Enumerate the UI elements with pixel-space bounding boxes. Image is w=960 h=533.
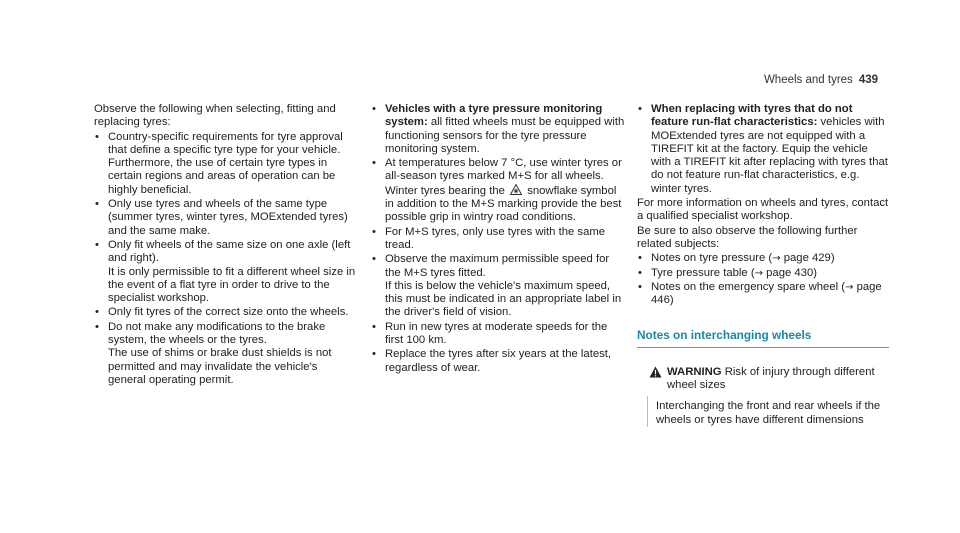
arrow-right-icon: →: [754, 267, 763, 279]
list-item: • Vehicles with a tyre pressure monitoring system: all fitted wheels must be equipped with functioning sensors for the tyre pressure monitoring system.: [371, 103, 626, 156]
list-item: • Observe the maximum permissible speed for the M+S tyres fitted. If this is below the vehicle's maximum speed, this must be indicated in an appropriate label in the driver's field of vision.: [371, 253, 626, 319]
list-item: • Only fit tyres of the correct size onto the wheels.: [94, 306, 358, 319]
related-intro: Be sure to also observe the following further related subjects:: [637, 224, 858, 250]
related-link-pressure-table[interactable]: • Tyre pressure table (→ page 430): [637, 267, 889, 280]
warning-header: [647, 366, 889, 393]
runflat-list: [637, 103, 889, 196]
list-item: • When replacing with tyres that do not feature run-flat characteristics: vehicles with MOExtended tyres are not equipped with a TIREFIT kit at the factory. Equip the vehicle with a TIREFIT kit after replacing with tyres that do not feature run-flat characteristics, e.g. winter tyres.: [637, 103, 889, 196]
related-link-spare-wheel[interactable]: • Notes on the emergency spare wheel (→ page 446): [637, 281, 889, 308]
requirements-list: [94, 131, 358, 388]
list-item: • Replace the tyres after six years at the latest, regardless of wear.: [371, 348, 626, 375]
related-link-tyre-pressure[interactable]: • Notes on tyre pressure (→ page 429): [637, 252, 889, 265]
bold-lead: When replacing with tyres that do not feature run-flat characteristics:: [651, 103, 853, 129]
list-item: • Do not make any modifications to the brake system, the wheels or the tyres. The use of shims or brake dust shields is not permitted and may invalidate the vehicle's general operating permit.: [94, 321, 358, 387]
info-paragraph: For more information on wheels and tyres, contact a qualified specialist workshop.: [637, 197, 889, 223]
related-links-list: [637, 252, 889, 307]
intro-text: Observe the following when selecting, fitting and replacing tyres:: [94, 103, 336, 129]
column-2: [371, 103, 626, 376]
column-1: [94, 103, 358, 388]
column-3: [637, 103, 889, 427]
list-item: • Only use tyres and wheels of the same type (summer tyres, winter tyres, MOExtended tyres) and the same make.: [94, 198, 358, 238]
page-header: [764, 74, 878, 87]
warning-box: [637, 366, 889, 427]
warning-title: Risk of injury through different wheel sizes: [667, 365, 875, 392]
warning-label: WARNING: [667, 365, 722, 378]
list-item: • Country-specific requirements for tyre approval that define a specific tyre type for your vehicle. Furthermore, the use of certain tyre types in certain regions and areas of operation can be highly beneficial.: [94, 131, 358, 197]
page-number: 439: [858, 74, 878, 86]
snowflake-mountain-icon: [510, 184, 522, 195]
arrow-right-icon: →: [845, 281, 854, 293]
list-item: • Only fit wheels of the same size on one axle (left and right). It is only permissible to fit a different wheel size in the event of a flat tyre in order to drive to the specialist workshop.: [94, 239, 358, 305]
list-item: • For M+S tyres, only use tyres with the same tread.: [371, 226, 626, 253]
warning-body: Interchanging the front and rear wheels if the wheels or tyres have different dimensions: [647, 396, 889, 427]
warning-triangle-icon: [649, 366, 662, 378]
list-item: • At temperatures below 7 °C, use winter tyres or all-season tyres marked M+S for all wheels. Winter tyres bearing the snowflake symbol in addition to the M+S marking provide the best possible grip in wintry road conditions.: [371, 157, 626, 224]
list-item: • Run in new tyres at moderate speeds for the first 100 km.: [371, 321, 626, 348]
tyre-rules-list: [371, 103, 626, 375]
bold-lead: Vehicles with a tyre pressure monitoring system:: [385, 103, 603, 129]
header-section-title: Wheels and tyres: [763, 74, 853, 86]
arrow-right-icon: →: [772, 253, 781, 265]
section-title: Notes on interchanging wheels: [637, 329, 889, 347]
